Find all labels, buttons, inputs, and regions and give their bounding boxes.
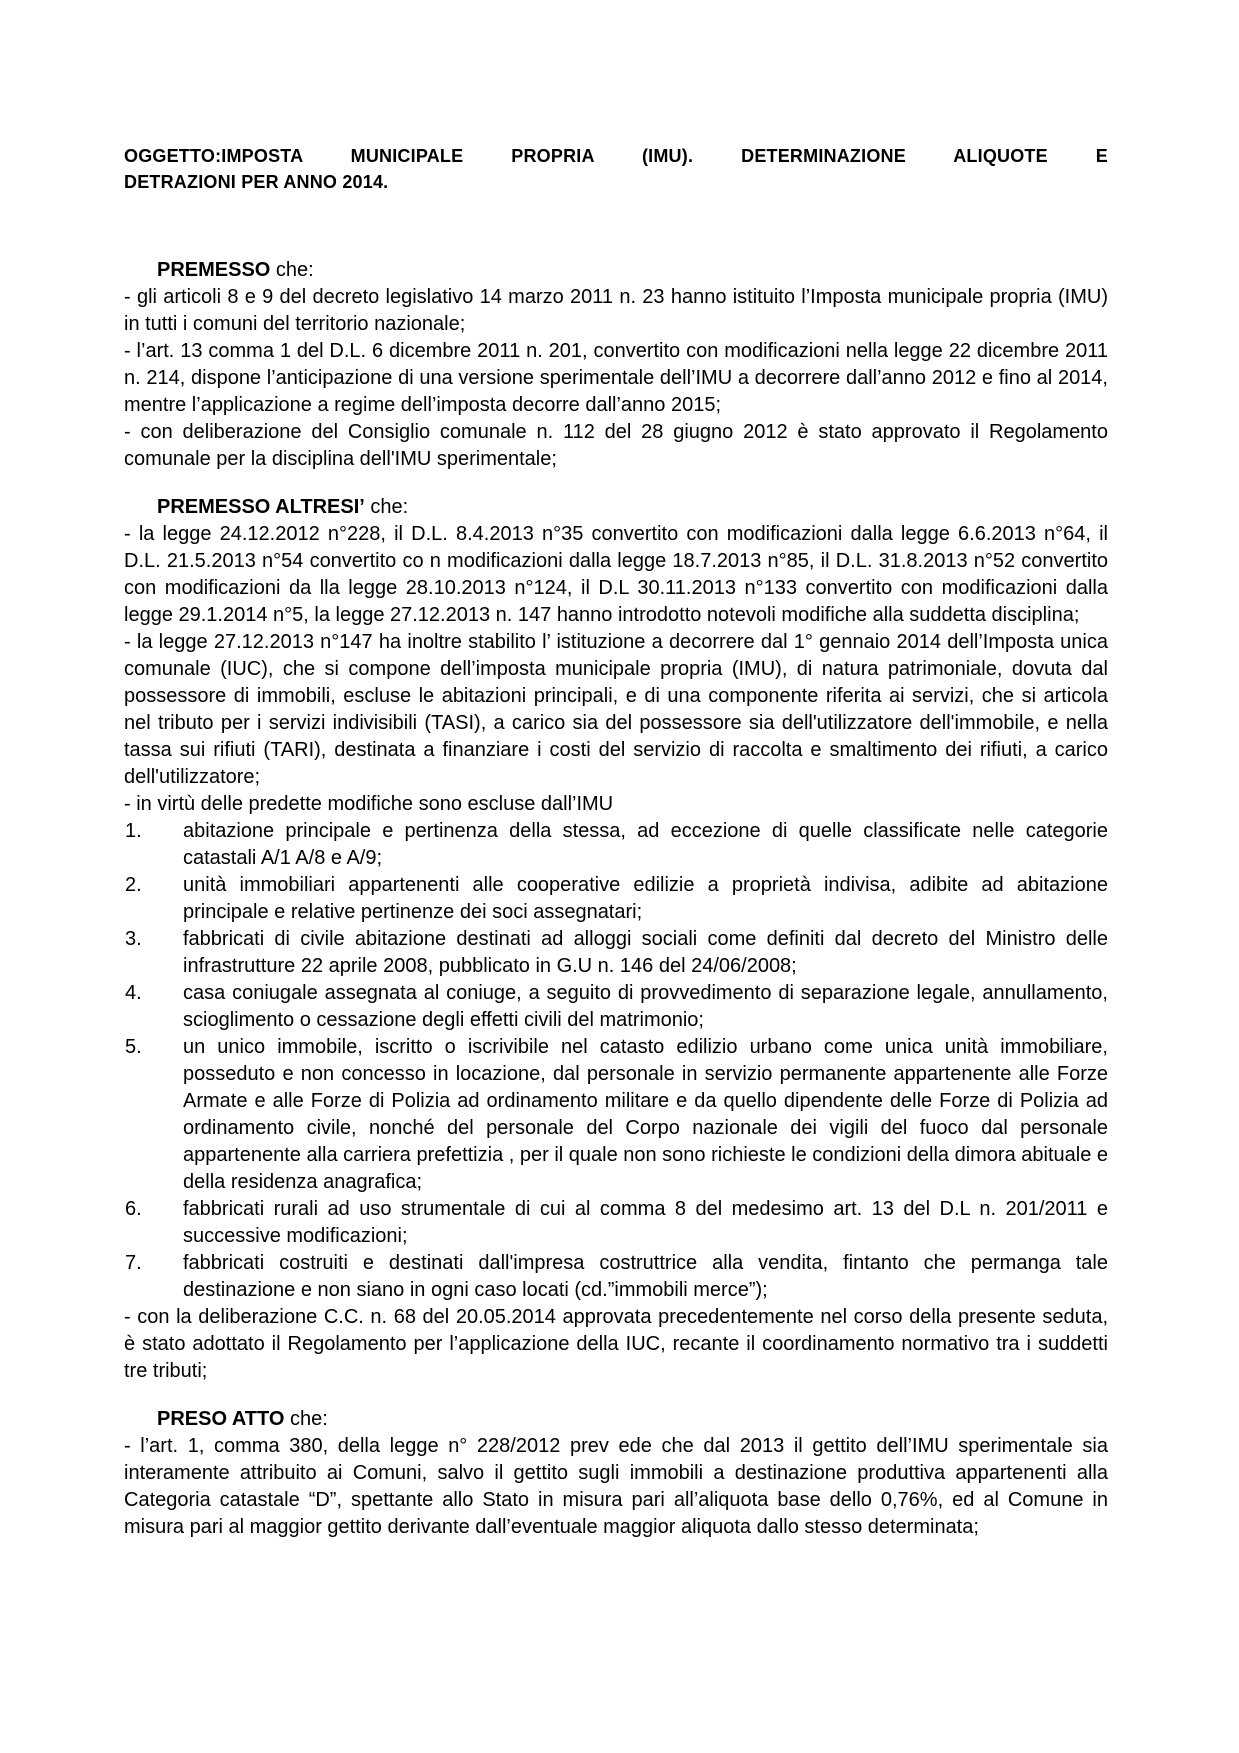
section-premesso [124,257,1108,473]
document-title [124,143,1108,195]
list-item-text: fabbricati rurali ad uso strumentale di cui al comma 8 del medesimo art. 13 del D.L n. 201/2011 e successive modificazioni; [183,1198,1108,1247]
list-item-text: abitazione principale e pertinenza della stessa, ad eccezione di quelle classificate nelle categorie catastali A/1 A/8 e A/9; [183,820,1108,869]
section-heading-bold: PREMESSO ALTRESI’ [157,496,365,518]
section-heading-suffix: che: [364,496,409,518]
paragraph: - con deliberazione del Consiglio comunale n. 112 del 28 giugno 2012 è stato approvato il Regolamento comunale per la disciplina dell'IMU sperimentale; [124,421,1108,470]
paragraph: - gli articoli 8 e 9 del decreto legislativo 14 marzo 2011 n. 23 hanno istituito l’Imposta municipale propria (IMU) in tutti i comuni del territorio nazionale; [124,286,1108,335]
closing-paragraph: - con la deliberazione C.C. n. 68 del 20.05.2014 approvata precedentemente nel corso della presente seduta, è stato adottato il Regolamento per l’applicazione della IUC, recante il coordinamento normativo tra i suddetti tre tributi; [124,1306,1108,1382]
list-item [124,926,1108,980]
section-premesso-altresi [124,494,1108,1385]
list-item-number: 1. [125,820,142,842]
list-item-number: 3. [125,928,142,950]
section-heading [124,257,1108,284]
list-item-text: fabbricati di civile abitazione destinati ad alloggi sociali come definiti dal decreto del Ministro delle infrastrutture 22 aprile 2008, pubblicato in G.U n. 146 del 24/06/2008; [183,928,1108,977]
paragraph: - la legge 27.12.2013 n°147 ha inoltre stabilito l’ istituzione a decorrere dal 1° gennaio 2014 dell’Imposta unica comunale (IUC), che si compone dell’imposta municipale propria (IMU), di natura patrimoniale, dovuta dal possessore di immobili, escluse le abitazioni principali, e di una componente riferita ai servizi, che si articola nel tributo per i servizi indivisibili (TASI), a carico sia del possessore sia dell'utilizzatore dell'immobile, e nella tassa sui rifiuti (TARI), destinata a finanziare i costi del servizio di raccolta e smaltimento dei rifiuti, a carico dell'utilizzatore; [124,631,1108,788]
section-heading-suffix: che: [284,1408,328,1430]
list-item [124,872,1108,926]
section-heading-bold: PRESO ATTO [157,1408,285,1430]
paragraph: - l’art. 1, comma 380, della legge n° 228/2012 prev ede che dal 2013 il gettito dell’IMU sperimentale sia interamente attribuito ai Comuni, salvo il gettito sugli immobili a destinazione produttiva appartenenti alla Categoria catastale “D”, spettante allo Stato in misura pari all’aliquota base dello 0,76%, ed al Comune in misura pari al maggior gettito derivante dall’eventuale maggior aliquota dallo stesso determinata; [124,1435,1108,1538]
section-heading [124,494,1108,521]
list-item-number: 2. [125,874,142,896]
list-item-number: 7. [125,1252,142,1274]
list-item [124,1250,1108,1304]
section-heading [124,1406,1108,1433]
paragraph: - in virtù delle predette modifiche sono escluse dall’IMU [124,793,614,815]
list-item-number: 5. [125,1036,142,1058]
list-item-text: un unico immobile, iscritto o iscrivibile nel catasto edilizio urbano come unica unità immobiliare, posseduto e non concesso in locazione, dal personale in servizio permanente appartenente alle Forze Armate e alle Forze di Polizia ad ordinamento militare e da quello dipendente delle Forze di Polizia ad ordinamento civile, nonché del personale del Corpo nazionale dei vigili del fuoco dal personale appartenente alla carriera prefettizia , per il quale non sono richieste le condizioni della dimora abituale e della residenza anagrafica; [183,1036,1108,1193]
list-item-number: 6. [125,1198,142,1220]
paragraph: - l’art. 13 comma 1 del D.L. 6 dicembre 2011 n. 201, convertito con modificazioni nella legge 22 dicembre 2011 n. 214, dispone l’anticipazione di una versione sperimentale dell’IMU a decorrere dall’anno 2012 e fino al 2014, mentre l’applicazione a regime dell’imposta decorre dall’anno 2015; [124,340,1108,416]
list-item [124,1196,1108,1250]
list-item-text: fabbricati costruiti e destinati dall'impresa costruttrice alla vendita, fintanto che permanga tale destinazione e non siano in ogni caso locati (cd.”immobili merce”); [183,1252,1108,1301]
list-item [124,818,1108,872]
document-title-line-1: OGGETTO:IMPOSTA MUNICIPALE PROPRIA (IMU). DETERMINAZIONE ALIQUOTE E [124,146,1108,166]
section-heading-bold: PREMESSO [157,259,271,281]
document-title-line-2: DETRAZIONI PER ANNO 2014. [124,172,389,192]
numbered-list [124,818,1108,1304]
paragraph: - la legge 24.12.2012 n°228, il D.L. 8.4.2013 n°35 convertito con modificazioni dalla legge 6.6.2013 n°64, il D.L. 21.5.2013 n°54 convertito co n modificazioni dalla legge 18.7.2013 n°85, il D.L. 31.8.2013 n°52 convertito con modificazioni da lla legge 28.10.2013 n°124, il D.L 30.11.2013 n°133 convertito con modificazioni dalla legge 29.1.2014 n°5, la legge 27.12.2013 n. 147 hanno introdotto notevoli modifiche alla suddetta disciplina; [124,523,1108,626]
section-heading-suffix: che: [270,259,314,281]
list-item-text: unità immobiliari appartenenti alle cooperative edilizie a proprietà indivisa, adibite ad abitazione principale e relative pertinenze dei soci assegnatari; [183,874,1108,923]
list-item-number: 4. [125,982,142,1004]
list-item-text: casa coniugale assegnata al coniuge, a seguito di provvedimento di separazione legale, annullamento, scioglimento o cessazione degli effetti civili del matrimonio; [183,982,1108,1031]
list-item [124,980,1108,1034]
section-preso-atto [124,1406,1108,1541]
list-item [124,1034,1108,1196]
